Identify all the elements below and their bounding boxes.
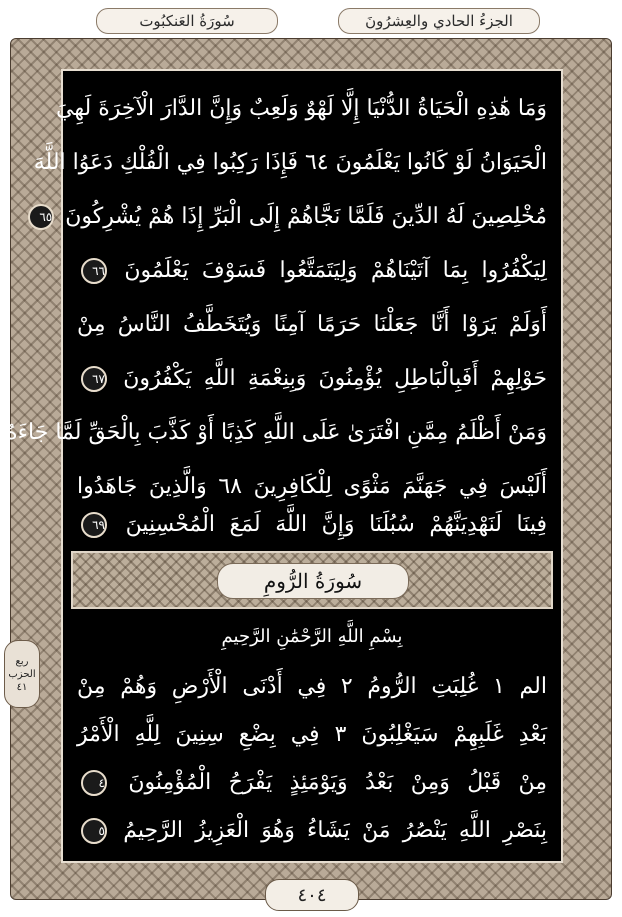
surah-title-band bbox=[71, 551, 553, 609]
hizb-marker-line: الحزب bbox=[8, 668, 36, 680]
page-number: ٤٠٤ bbox=[265, 879, 359, 911]
ayah-number-marker: ٦٦ bbox=[81, 258, 107, 284]
surah-title: سُورَةُ الرُّومِ bbox=[217, 563, 409, 599]
page-header bbox=[0, 0, 622, 36]
ayah-number-marker: ٦٧ bbox=[81, 366, 107, 392]
surah-name-header: سُورَةُ العَنكبُوت bbox=[96, 8, 278, 34]
text-line: الم ١ غُلِبَتِ الرُّومُ ٢ فِي أَدْنَى الْأَرْضِ وَهُمْ مِنْ bbox=[77, 674, 547, 699]
text-line: لِيَكْفُرُوا بِمَا آتَيْنَاهُمْ وَلِيَتَمَتَّعُوا فَسَوْفَ يَعْلَمُونَ ٦٦ bbox=[77, 249, 547, 293]
text-line: أَوَلَمْ يَرَوْا أَنَّا جَعَلْنَا حَرَمًا آمِنًا وَيُتَخَطَّفُ النَّاسُ مِنْ bbox=[77, 312, 547, 337]
hizb-marker-line: ربع bbox=[15, 655, 29, 667]
text-line: بَعْدِ غَلَبِهِمْ سَيَغْلِبُونَ ٣ فِي بِضْعِ سِنِينَ لِلَّهِ الْأَمْرُ bbox=[77, 722, 547, 747]
text-line: فِينَا لَنَهْدِيَنَّهُمْ سُبُلَنَا وَإِنَّ اللَّهَ لَمَعَ الْمُحْسِنِينَ ٦٩ bbox=[77, 503, 547, 547]
text-line: وَمَا هَٰذِهِ الْحَيَاةُ الدُّنْيَا إِلَّا لَهْوٌ وَلَعِبٌ وَإِنَّ الدَّارَ الْآخِرَةَ لَهِيَ bbox=[56, 96, 547, 121]
text-line: وَمَنْ أَظْلَمُ مِمَّنِ افْتَرَىٰ عَلَى اللَّهِ كَذِبًا أَوْ كَذَّبَ بِالْحَقِّ لَمَّا جَاءَهُ bbox=[6, 420, 547, 445]
text-line: مِنْ قَبْلُ وَمِنْ بَعْدُ وَيَوْمَئِذٍ يَفْرَحُ الْمُؤْمِنُونَ ٤ bbox=[77, 761, 547, 805]
ayah-number-marker: ٤ bbox=[81, 770, 107, 796]
hizb-marker-line: ٤١ bbox=[16, 681, 28, 693]
text-line: حَوْلِهِمْ أَفَبِالْبَاطِلِ يُؤْمِنُونَ وَبِنِعْمَةِ اللَّهِ يَكْفُرُونَ ٦٧ bbox=[77, 357, 547, 401]
text-line: مُخْلِصِينَ لَهُ الدِّينَ فَلَمَّا نَجَّاهُمْ إِلَى الْبَرِّ إِذَا هُمْ يُشْرِكُونَ ٦٥ bbox=[77, 195, 547, 239]
text-line: الْحَيَوَانُ لَوْ كَانُوا يَعْلَمُونَ ٦٤ فَإِذَا رَكِبُوا فِي الْفُلْكِ دَعَوُا اللَّهَ bbox=[33, 150, 547, 175]
ayah-number-marker: ٥ bbox=[81, 818, 107, 844]
juz-name-header: الجزءُ الحادي والعِشرُونَ bbox=[338, 8, 540, 34]
hizb-quarter-marker bbox=[4, 640, 40, 708]
ayah-number-marker: ٦٩ bbox=[81, 512, 107, 538]
text-line: بِنَصْرِ اللَّهِ يَنْصُرُ مَنْ يَشَاءُ وَهُوَ الْعَزِيزُ الرَّحِيمُ ٥ bbox=[77, 809, 547, 853]
basmala: بِسْمِ اللَّهِ الرَّحْمَٰنِ الرَّحِيمِ bbox=[221, 626, 403, 647]
ayah-number-marker: ٦٥ bbox=[28, 204, 54, 230]
text-line: أَلَيْسَ فِي جَهَنَّمَ مَثْوًى لِلْكَافِرِينَ ٦٨ وَالَّذِينَ جَاهَدُوا bbox=[77, 474, 547, 499]
ornamental-frame bbox=[6, 38, 612, 900]
